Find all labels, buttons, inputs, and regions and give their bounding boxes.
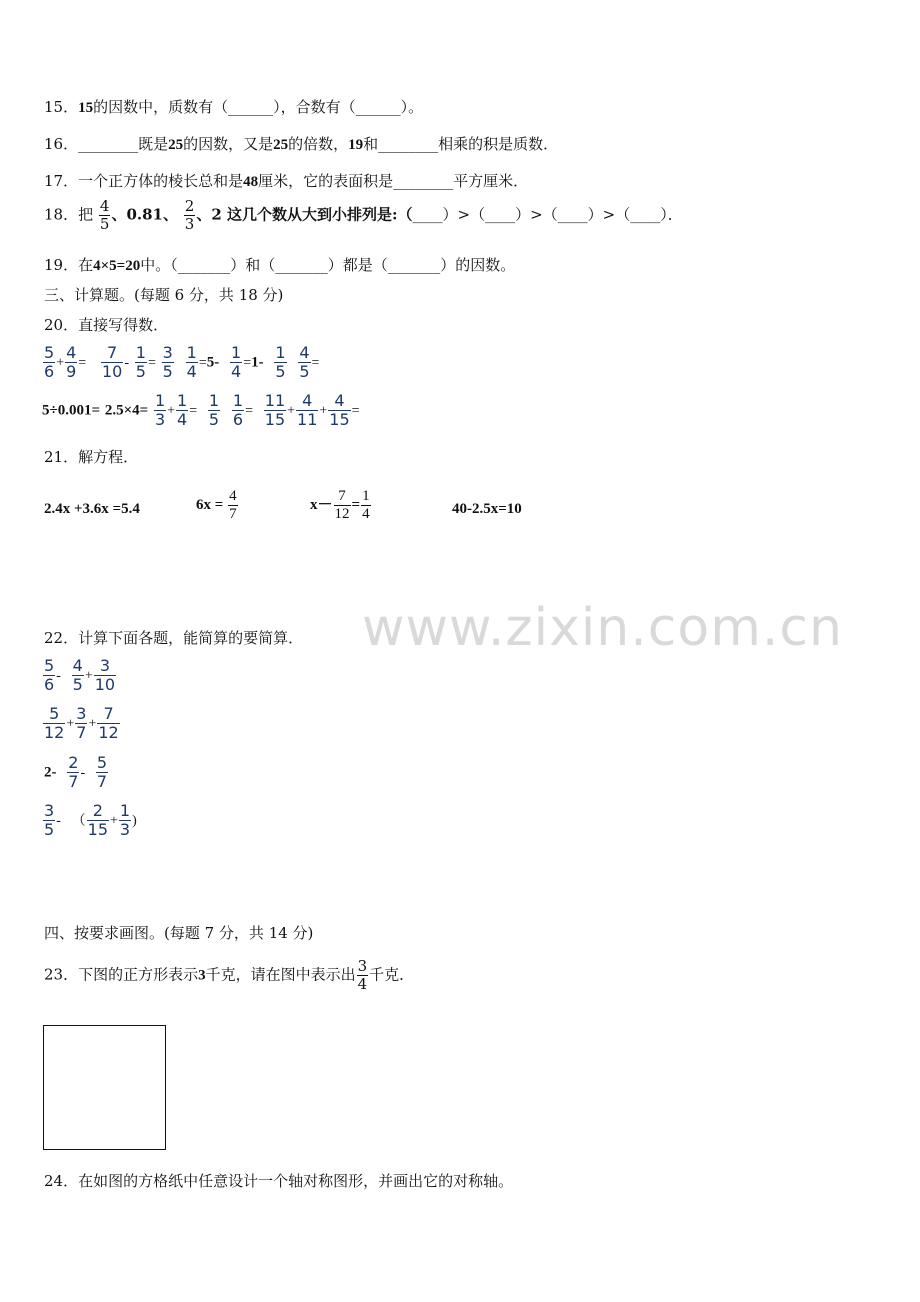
question-16: 16．________既是25的因数，又是25的倍数，19和________相乘的积是质数． [44,135,559,153]
calc-row-2: $\frac{5}{12}$ + $\frac{3}{7}$ + $\frac{7}{12}$ [44,704,119,742]
fraction: $\frac{5}{12}$ [44,704,65,742]
fraction: $\frac{3}{7}$ [76,704,87,742]
oral-calc-row-1: $\frac{5}{6}$ + $\frac{4}{9}$ = $\frac{7}{10}$ - $\frac{1}{5}$ = $\frac{3}{5}$ $\frac{1}{4}$ =5- $\frac{1}{4}$ =1- $\frac{1}{5}$ $\frac{4}{5}$ = [44,343,320,381]
question-number: 22． [44,629,79,647]
fraction: $\frac{4}{7}$ [229,488,237,522]
equation-4: 40-2.5x=10 [452,501,522,517]
question-17: 17．一个正方体的棱长总和是48厘米，它的表面积是________平方厘米． [44,172,529,190]
question-number: 21． [44,448,79,466]
fraction: $\frac{4}{9}$ [66,343,77,381]
question-22: 22．计算下面各题，能简算的要简算． [44,629,304,647]
fraction: $\frac{4}{5}$ [99,197,110,233]
question-15: 15．15的因数中，质数有（______），合数有（______）。 [44,98,424,116]
answer-blank[interactable]: ________ [378,135,439,153]
fraction: $\frac{7}{12}$ [334,488,350,522]
answer-blank[interactable]: ____ [485,205,516,224]
fraction: $\frac{1}{4}$ [177,391,188,429]
calc-row-3: 2- $\frac{2}{7}$ - $\frac{5}{7}$ [44,753,108,791]
fraction: $\frac{1}{6}$ [232,391,244,429]
answer-blank[interactable]: ______ [228,98,274,116]
question-21: 21．解方程． [44,448,139,466]
fraction: $\frac{3}{10}$ [94,656,116,694]
fraction: $\frac{2}{15}$ [87,801,108,839]
question-24: 24．在如图的方格纸中任意设计一个轴对称图形，并画出它的对称轴。 [44,1172,514,1190]
square-figure[interactable] [43,1025,166,1150]
fraction: $\frac{4}{5}$ [72,656,83,694]
question-23: 23．下图的正方形表示3千克，请在图中表示出 $\frac{3}{4}$ 千克． [44,957,415,993]
oral-calc-row-2: 5÷0.001= 2.5×4= $\frac{1}{3}$ + $\frac{1}{4}$ = $\frac{1}{5}$ $\frac{1}{6}$ = $\frac{11}{15}$ + $\frac{4}{11}$ + $\frac{4}{15}$ = [42,391,360,429]
answer-blank[interactable]: ____ [630,205,661,224]
fraction: $\frac{1}{3}$ [154,391,166,429]
answer-blank[interactable]: ________ [393,172,454,190]
answer-blank[interactable]: _______ [387,256,441,274]
question-number: 24． [44,1172,79,1190]
fraction: $\frac{1}{5}$ [135,343,146,381]
fraction: $\frac{4}{11}$ [297,391,318,429]
question-number: 16． [44,135,79,153]
fraction: $\frac{1}{4}$ [362,488,370,522]
fraction: $\frac{5}{6}$ [44,656,55,694]
fraction: $\frac{1}{5}$ [275,343,286,381]
section-4-heading: 四、按要求画图。(每题 7 分，共 14 分) [44,924,314,942]
question-number: 19． [44,256,79,274]
fraction: $\frac{1}{5}$ [208,391,220,429]
fraction: $\frac{4}{15}$ [329,391,350,429]
fraction: $\frac{1}{3}$ [119,801,131,839]
answer-blank[interactable]: ____ [557,205,588,224]
fraction: $\frac{3}{5}$ [162,343,173,381]
question-18: 18．把 $\frac{4}{5}$ 、0.81、 $\frac{2}{3}$ 、2 这几个数从大到小排列是:（____）>（____）>（____）>（____）． [44,197,683,233]
answer-blank[interactable]: ______ [355,98,401,116]
fraction: $\frac{4}{5}$ [299,343,310,381]
fraction: $\frac{11}{15}$ [264,391,286,429]
question-20: 20．直接写得数． [44,316,169,334]
question-number: 23． [44,965,79,984]
answer-blank[interactable]: ____ [412,205,443,224]
fraction: $\frac{5}{6}$ [44,343,55,381]
fraction: $\frac{7}{12}$ [98,704,119,742]
equation-3: x－ $\frac{7}{12}$ = $\frac{1}{4}$ [310,488,370,522]
fraction: $\frac{3}{4}$ [357,957,368,993]
fraction: $\frac{2}{7}$ [68,753,79,791]
watermark: www.zixin.com.cn [362,598,843,658]
question-number: 20． [44,316,79,334]
calc-row-1: $\frac{5}{6}$ - $\frac{4}{5}$ + $\frac{3}{10}$ [44,656,116,694]
answer-blank[interactable]: _______ [275,256,328,274]
equation-2: 6x = $\frac{4}{7}$ [196,488,237,522]
equation-1: 2.4x +3.6x =5.4 [44,501,140,517]
fraction: $\frac{7}{10}$ [101,343,123,381]
section-3-heading: 三、计算题。(每题 6 分，共 18 分) [44,286,284,304]
fraction: $\frac{5}{7}$ [96,753,108,791]
fraction: $\frac{3}{5}$ [44,801,55,839]
fraction: $\frac{1}{4}$ [231,343,242,381]
question-19: 19．在4×5=20中。（_______）和（_______）都是（_______）的因数。 [44,256,516,274]
question-number: 15． [44,98,79,116]
answer-blank[interactable]: _______ [177,256,231,274]
fraction: $\frac{2}{3}$ [184,197,195,233]
question-number: 17． [44,172,79,190]
fraction: $\frac{1}{4}$ [186,343,197,381]
answer-blank[interactable]: ________ [78,135,139,153]
question-number: 18． [44,205,79,224]
calc-row-4: $\frac{3}{5}$ - （ $\frac{2}{15}$ + $\frac{1}{3}$ ) [44,801,137,839]
